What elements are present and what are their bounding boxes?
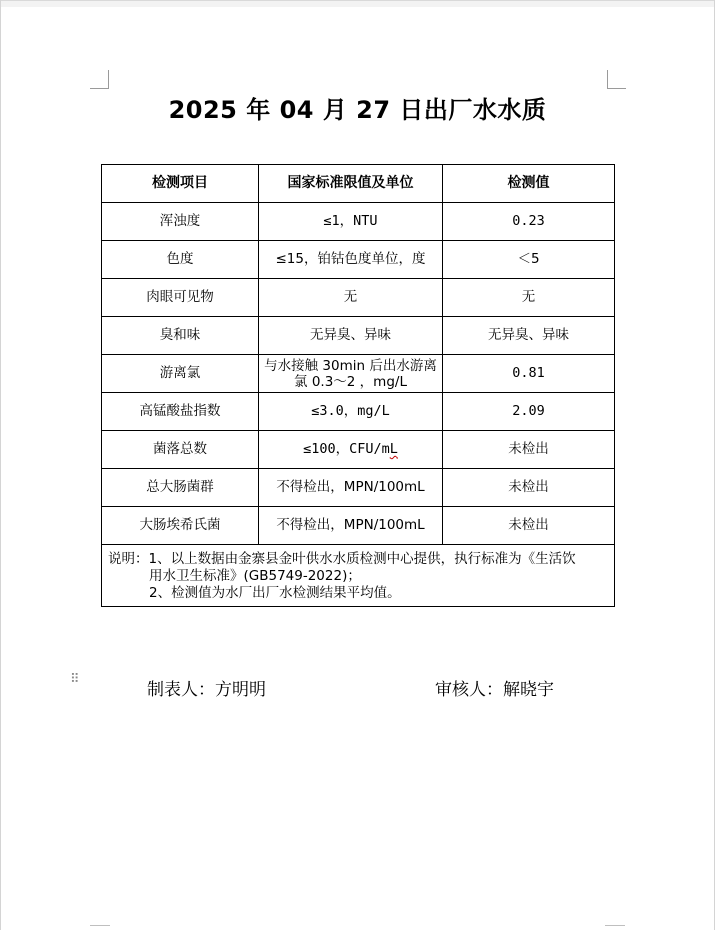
margin-mark-bottom-right [605, 925, 625, 926]
row-limit-line2: 氯 0.3～2 ，mg/L [294, 373, 407, 390]
row-value: ＜5 [443, 241, 615, 279]
row-item: 游离氯 [102, 355, 259, 393]
table-row [102, 431, 615, 469]
header-item: 检测项目 [102, 165, 259, 203]
note-line-2: 用水卫生标准》(GB5749-2022)； [149, 568, 361, 584]
preparer-signature: 制表人：方明明 [147, 680, 266, 700]
water-quality-table [101, 164, 615, 607]
table-row [102, 393, 615, 431]
row-value: 无 [443, 279, 615, 317]
row-value: 无异臭、异味 [443, 317, 615, 355]
table-note [102, 545, 615, 607]
row-value: 2.09 [443, 393, 615, 431]
row-item: 肉眼可见物 [102, 279, 259, 317]
table-row [102, 203, 615, 241]
table-row [102, 469, 615, 507]
row-item: 大肠埃希氏菌 [102, 507, 259, 545]
row-limit: ≤15，铂钴色度单位，度 [259, 241, 443, 279]
reviewer-signature: 审核人：解晓宇 [435, 680, 554, 700]
row-limit: 不得检出，MPN/100mL [259, 507, 443, 545]
row-value: 0.23 [443, 203, 615, 241]
table-row [102, 507, 615, 545]
page-top-edge [0, 0, 715, 7]
margin-mark-bottom-left [90, 925, 110, 926]
table-row [102, 241, 615, 279]
row-limit [259, 431, 443, 469]
row-limit: 不得检出，MPN/100mL [259, 469, 443, 507]
table-note-row [102, 545, 615, 607]
header-limit: 国家标准限值及单位 [259, 165, 443, 203]
row-limit: 无 [259, 279, 443, 317]
table-row [102, 355, 615, 393]
page-left-edge [0, 0, 1, 930]
margin-corner-mark-left [90, 70, 109, 89]
note-line-1: 说明：1、以上数据由金寨县金叶供水水质检测中心提供，执行标准为《生活饮 [108, 551, 576, 567]
row-item: 高锰酸盐指数 [102, 393, 259, 431]
row-item: 色度 [102, 241, 259, 279]
row-item: 菌落总数 [102, 431, 259, 469]
header-value: 检测值 [443, 165, 615, 203]
row-limit: ≤1，NTU [259, 203, 443, 241]
row-value: 未检出 [443, 469, 615, 507]
row-value: 0.81 [443, 355, 615, 393]
row-item: 总大肠菌群 [102, 469, 259, 507]
row-limit [259, 355, 443, 393]
row-limit: 无异臭、异味 [259, 317, 443, 355]
row-limit: ≤3.0，mg/L [259, 393, 443, 431]
margin-corner-mark-right [607, 70, 626, 89]
document-title: 2025 年 04 月 27 日出厂水水质 [168, 96, 547, 124]
row-limit-prefix: ≤100，CFU/m [303, 441, 390, 457]
row-item: 浑浊度 [102, 203, 259, 241]
row-item: 臭和味 [102, 317, 259, 355]
row-limit-line1: 与水接触 30min 后出水游离 [264, 357, 437, 374]
table-move-handle-icon[interactable]: ⠿ [70, 672, 78, 687]
spellcheck-underline: L [389, 441, 398, 457]
row-value: 未检出 [443, 507, 615, 545]
note-line-3: 2、检测值为水厂出厂水检测结果平均值。 [149, 585, 401, 601]
row-value: 未检出 [443, 431, 615, 469]
table-header-row [102, 165, 615, 203]
table-row [102, 279, 615, 317]
table-row [102, 317, 615, 355]
